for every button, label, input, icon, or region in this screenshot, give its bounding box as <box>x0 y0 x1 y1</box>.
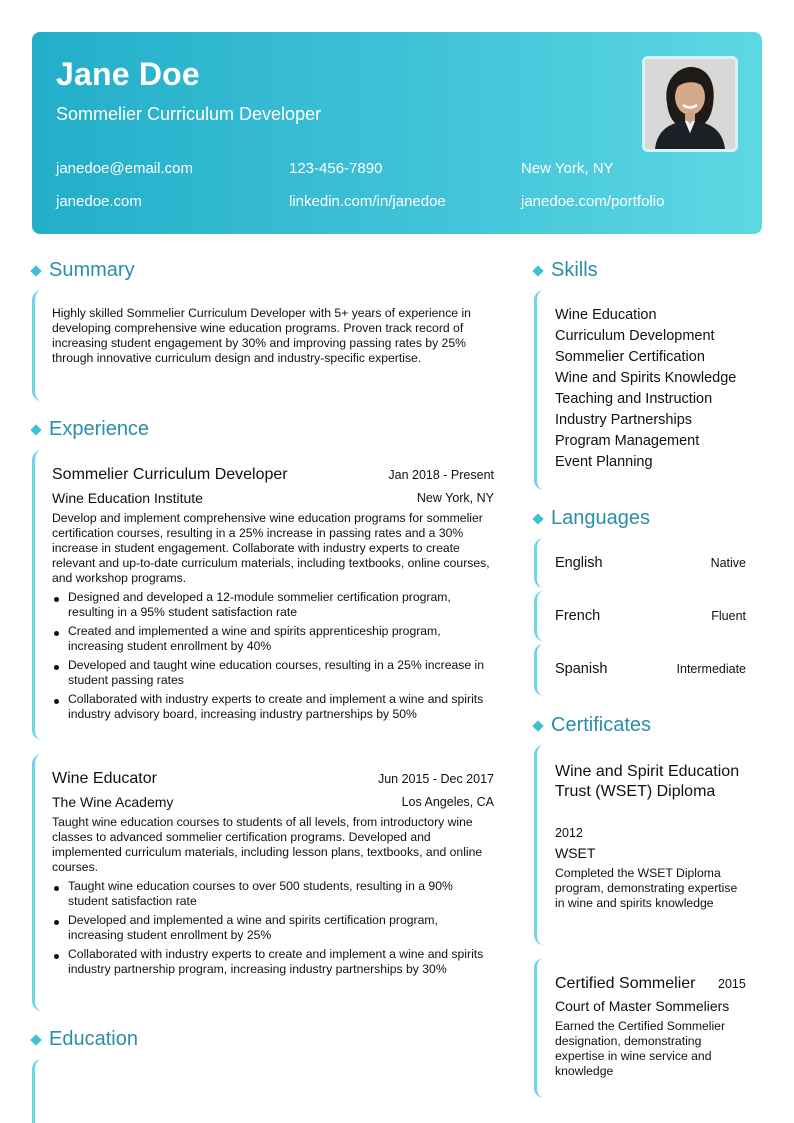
job-location: Los Angeles, CA <box>401 795 494 809</box>
location-text: New York, NY <box>521 160 614 177</box>
summary-heading: Summary <box>31 259 135 282</box>
diamond-icon <box>532 720 543 731</box>
job-dates: Jan 2018 - Present <box>388 468 494 482</box>
profile-photo-portrait <box>645 59 735 149</box>
achievement-item: Designed and developed a 12-module sommelier certification program, resulting in a 95% student satisfaction rate <box>52 590 486 620</box>
achievement-item: Collaborated with industry experts to create and implement a wine and spirits industry advisory board, increasing industry partnerships by 50% <box>52 692 486 722</box>
certificate-issuer: WSET <box>555 845 596 861</box>
job-description: Develop and implement comprehensive wine education programs for sommelier certification courses, resulting in a 25% increase in passing rates and a 30% increase in student engagement. Collaborate with industry experts to create relevant and up-to-date curriculum materials, including textbooks, online courses, and workshop programs. <box>52 511 490 585</box>
certificate-description: Completed the WSET Diploma program, demonstrating expertise in wine and spirits knowledge <box>555 866 738 910</box>
achievement-item: Developed and implemented a wine and spirits certification program, increasing student enrollment by 25% <box>52 913 486 943</box>
summary-text: Highly skilled Sommelier Curriculum Developer with 5+ years of experience in developing comprehensive wine education programs. Proven track record of increasing student engagement by 30% and improving passing rates by 25% through innovative curriculum design and industry-specific expertise. <box>52 306 471 365</box>
skills-heading: Skills <box>533 259 598 282</box>
profile-photo <box>642 56 738 152</box>
certificates-heading: Certificates <box>533 714 651 737</box>
achievement-item: Created and implemented a wine and spirits apprenticeship program, increasing student enrollment by 40% <box>52 624 486 654</box>
language-level: Fluent <box>711 609 746 623</box>
education-box <box>32 1059 502 1123</box>
website-link[interactable]: janedoe.com <box>56 193 142 210</box>
language-name: English <box>555 555 603 571</box>
certificate-year: 2015 <box>718 977 746 991</box>
certificate-title: Certified Sommelier <box>555 975 696 992</box>
certificate-year: 2012 <box>555 826 583 840</box>
language-name: French <box>555 608 601 624</box>
candidate-role: Sommelier Curriculum Developer <box>56 104 322 124</box>
skill-item: Wine and Spirits Knowledge <box>555 370 737 386</box>
job-title: Sommelier Curriculum Developer <box>52 466 288 483</box>
job-achievements <box>52 879 486 981</box>
skills-list <box>555 305 736 473</box>
certificate-issuer: Court of Master Sommeliers <box>555 998 730 1014</box>
diamond-icon <box>532 513 543 524</box>
candidate-name: Jane Doe <box>56 56 200 92</box>
linkedin-link[interactable]: linkedin.com/in/janedoe <box>289 193 446 210</box>
language-name: Spanish <box>555 661 608 677</box>
job-dates: Jun 2015 - Dec 2017 <box>377 772 494 786</box>
skill-item: Sommelier Certification <box>555 349 705 365</box>
job-company: Wine Education Institute <box>52 490 203 506</box>
experience-heading: Experience <box>31 418 149 441</box>
language-level: Intermediate <box>676 662 746 676</box>
resume-header <box>32 32 762 234</box>
job-achievements <box>52 590 486 726</box>
diamond-icon <box>30 424 41 435</box>
certificate-description: Earned the Certified Sommelier designation, demonstrating expertise in wine service and knowledge <box>555 1019 726 1078</box>
skill-item: Teaching and Instruction <box>555 391 713 407</box>
job-description: Taught wine education courses to students of all levels, from introductory wine classes to advanced sommelier certification programs. Developed and implemented curriculum materials, including lesson plans, textbooks, and online courses. <box>52 815 483 874</box>
achievement-item: Taught wine education courses to over 500 students, resulting in a 90% student satisfaction rate <box>52 879 486 909</box>
job-location: New York, NY <box>416 491 494 505</box>
skill-item: Event Planning <box>555 454 653 470</box>
achievement-item: Collaborated with industry experts to create and implement a wine and spirits industry partnership program, increasing industry partnerships by 30% <box>52 947 486 977</box>
job-title: Wine Educator <box>52 770 157 787</box>
skill-item: Program Management <box>555 433 700 449</box>
skill-item: Curriculum Development <box>555 328 715 344</box>
education-heading: Education <box>31 1028 138 1051</box>
certificate-title: Wine and Spirit Education Trust (WSET) Diploma <box>555 763 740 800</box>
language-level: Native <box>710 556 746 570</box>
diamond-icon <box>30 265 41 276</box>
portfolio-link[interactable]: janedoe.com/portfolio <box>521 193 665 210</box>
languages-heading: Languages <box>533 507 650 530</box>
phone-number[interactable]: 123-456-7890 <box>289 160 383 177</box>
achievement-item: Developed and taught wine education courses, resulting in a 25% increase in student passing rates <box>52 658 486 688</box>
email-link[interactable]: janedoe@email.com <box>56 160 193 177</box>
job-company: The Wine Academy <box>52 794 174 810</box>
skill-item: Industry Partnerships <box>555 412 693 428</box>
diamond-icon <box>30 1034 41 1045</box>
diamond-icon <box>532 265 543 276</box>
skill-item: Wine Education <box>555 307 657 323</box>
